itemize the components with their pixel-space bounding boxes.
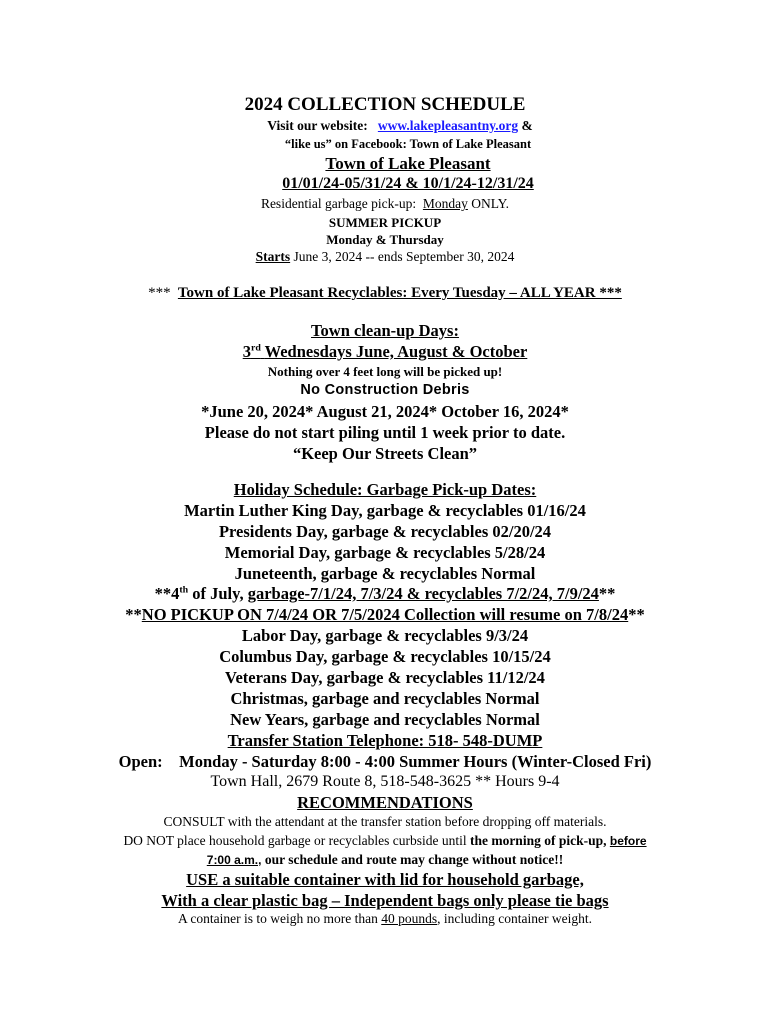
town-name: Town of Lake Pleasant (325, 154, 491, 173)
residential-suffix: ONLY. (471, 196, 510, 211)
july-mid: of July, (192, 584, 244, 603)
pickup-time: 7:00 a.m., (206, 853, 262, 867)
weigh-suffix: , including container weight. (437, 911, 592, 926)
bag-line: With a clear plastic bag – Independent bags only please tie bags (161, 891, 609, 910)
before-word: before (609, 834, 647, 848)
curbside-line (0, 833, 770, 849)
keep-clean-slogan: “Keep Our Streets Clean” (292, 444, 478, 463)
holiday-juneteenth: Juneteenth, garbage & recyclables Normal (234, 564, 536, 583)
recyclables-text: Town of Lake Pleasant Recyclables: Every Tuesday – ALL YEAR *** (177, 285, 622, 301)
holiday-new-years: New Years, garbage and recyclables Normal (230, 710, 540, 729)
curbside-bold: the morning of pick-up, (469, 833, 607, 848)
summer-pickup-days: Monday & Thursday (326, 232, 444, 247)
no-construction-debris: No Construction Debris (300, 382, 470, 398)
container-line: USE a suitable container with lid for household garbage, (186, 870, 584, 889)
residential-pickup (0, 196, 770, 212)
consult-line: CONSULT with the attendant at the transfer station before dropping off materials. (163, 814, 607, 829)
cleanup-limit: Nothing over 4 feet long will be picked up! (267, 364, 503, 379)
cleanup-days (0, 342, 770, 362)
cleanup-title: Town clean-up Days: (311, 321, 459, 340)
no-pickup-notice (0, 605, 770, 625)
service-dates: 01/01/24-05/31/24 & 10/1/24-12/31/24 (282, 175, 534, 192)
town-hall-info: Town Hall, 2679 Route 8, 518-548-3625 ** Hours 9-4 (210, 773, 560, 790)
july-suffix: ** (598, 584, 616, 603)
holiday-christmas: Christmas, garbage and recyclables Normal (230, 689, 540, 708)
open-label: Open: (118, 752, 163, 771)
july-dates: garbage-7/1/24, 7/3/24 & recyclables 7/2/24, 7/9/24 (247, 584, 599, 603)
schedule-change: our schedule and route may change without notice!! (264, 852, 564, 867)
holiday-veterans: Veterans Day, garbage & recyclables 11/12/24 (225, 668, 545, 687)
cleanup-days-rest: Wednesdays June, August & October (264, 342, 528, 361)
curbside-prefix: DO NOT place household garbage or recyclables curbside until (123, 833, 467, 848)
weight-limit-line (0, 911, 770, 927)
holiday-labor: Labor Day, garbage & recyclables 9/3/24 (241, 626, 529, 645)
july-sup: th (179, 584, 189, 596)
recommendations-title: RECOMMENDATIONS (297, 793, 473, 812)
july-prefix: **4 (154, 584, 180, 603)
summer-starts (0, 249, 770, 265)
holiday-presidents: Presidents Day, garbage & recyclables 02/20/24 (218, 522, 552, 541)
weigh-prefix: A container is to weigh no more than (178, 911, 378, 926)
cleanup-days-num: 3 (242, 342, 251, 361)
website-link[interactable]: www.lakepleasantny.org (377, 118, 519, 133)
transfer-telephone: Transfer Station Telephone: 518- 548-DUMP (227, 731, 543, 750)
holiday-title: Holiday Schedule: Garbage Pick-up Dates: (233, 480, 537, 499)
summer-pickup-heading: SUMMER PICKUP (328, 215, 442, 230)
starts-text: June 3, 2024 -- ends September 30, 2024 (293, 249, 515, 264)
cleanup-days-sup: rd (250, 342, 261, 354)
recyclables-line (0, 285, 770, 302)
recyclables-stars: *** (148, 285, 171, 301)
weigh-amount: 40 pounds (381, 911, 438, 926)
holiday-columbus: Columbus Day, garbage & recyclables 10/15/24 (219, 647, 551, 666)
piling-notice: Please do not start piling until 1 week prior to date. (204, 423, 566, 442)
schedule-change-line (0, 852, 770, 868)
transfer-open-hours (0, 752, 770, 772)
document-title: 2024 COLLECTION SCHEDULE (244, 94, 526, 115)
residential-prefix: Residential garbage pick-up: (260, 196, 417, 211)
holiday-memorial: Memorial Day, garbage & recyclables 5/28/24 (224, 543, 546, 562)
website-line (0, 118, 770, 134)
residential-day: Monday (422, 196, 468, 211)
no-pickup-text: NO PICKUP ON 7/4/24 OR 7/5/2024 Collection will resume on 7/8/24 (141, 605, 629, 624)
holiday-mlk: Martin Luther King Day, garbage & recyclables 01/16/24 (184, 501, 586, 520)
visit-suffix: & (521, 118, 533, 133)
visit-prefix: Visit our website: (267, 118, 368, 133)
starts-label: Starts (255, 249, 291, 264)
no-pickup-prefix: ** (125, 605, 142, 624)
holiday-july-4th (0, 584, 770, 604)
no-pickup-suffix: ** (628, 605, 645, 624)
open-hours: Monday - Saturday 8:00 - 4:00 Summer Hours (Winter-Closed Fri) (179, 752, 652, 771)
facebook-line: “like us” on Facebook: Town of Lake Pleasant (284, 137, 532, 151)
cleanup-dates: *June 20, 2024* August 21, 2024* October 16, 2024* (201, 402, 569, 421)
